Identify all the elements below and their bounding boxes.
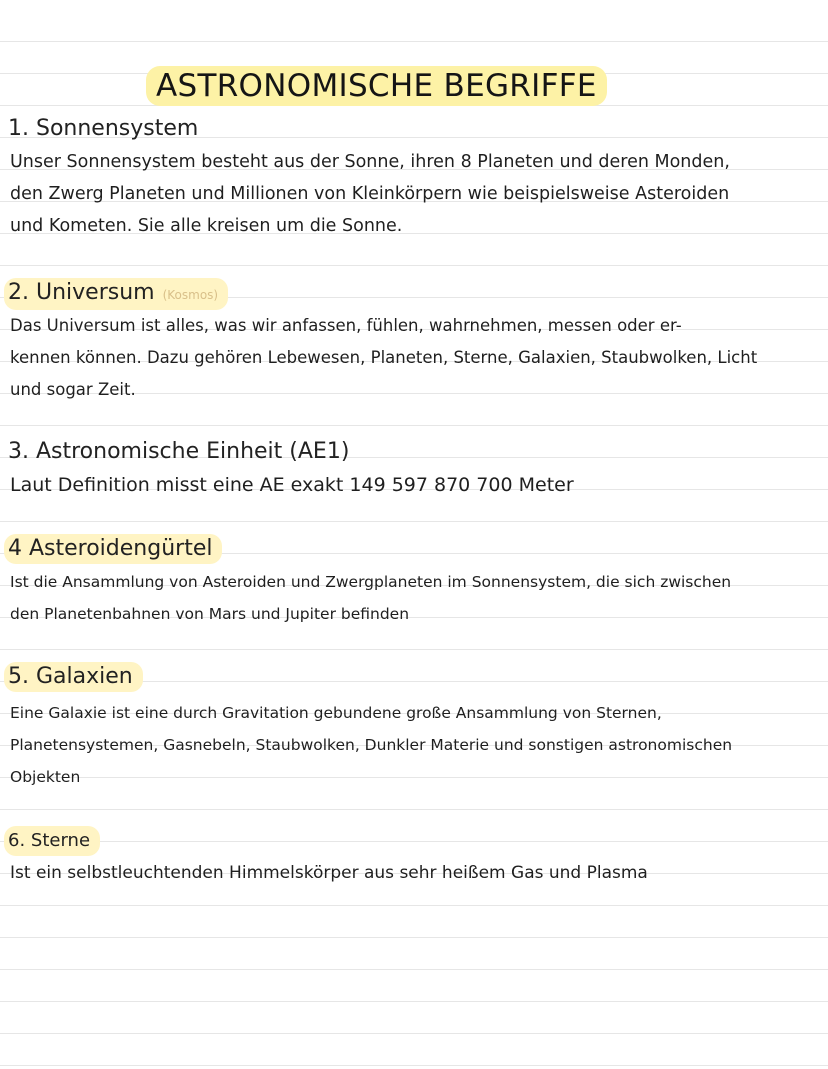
heading-note: (Kosmos) — [162, 288, 219, 302]
text-line: Planetensystemen, Gasnebeln, Staubwolken, Dunkler Materie und sonstigen astronomischen — [10, 736, 733, 754]
text-line: Ist die Ansammlung von Asteroiden und Zwergplaneten im Sonnensystem, die sich zwischen — [10, 573, 732, 591]
section-text-astronomische-einheit — [10, 469, 818, 501]
text-line: und Kometen. Sie alle kreisen um die Sonne. — [10, 216, 403, 236]
text-line: Objekten — [10, 768, 81, 786]
section-heading-galaxien: 5. Galaxien — [4, 662, 143, 692]
section-heading-universum — [4, 278, 228, 310]
text-line: Eine Galaxie ist eine durch Gravitation gebundene große Ansammlung von Sternen, — [10, 704, 662, 722]
section-text-universum — [10, 310, 818, 406]
section-heading-sonnensystem: 1. Sonnensystem — [8, 116, 199, 141]
heading-label: 2. Universum — [8, 280, 155, 305]
text-line: Ist ein selbstleuchtenden Himmelskörper aus sehr heißem Gas und Plasma — [10, 863, 648, 883]
section-heading-sterne: 6. Sterne — [4, 826, 100, 856]
section-text-sonnensystem — [10, 146, 818, 242]
text-line: Das Universum ist alles, was wir anfassen, fühlen, wahrnehmen, messen oder er- — [10, 316, 682, 335]
text-line: und sogar Zeit. — [10, 380, 136, 399]
text-line: Laut Definition misst eine AE exakt 149 597 870 700 Meter — [10, 474, 574, 496]
page-title: ASTRONOMISCHE BEGRIFFE — [146, 66, 607, 106]
text-line: kennen können. Dazu gehören Lebewesen, Planeten, Sterne, Galaxien, Staubwolken, Licht — [10, 348, 758, 367]
section-text-sterne — [10, 857, 818, 889]
section-text-galaxien — [10, 697, 818, 793]
section-heading-asteroidenguertel: 4 Asteroidengürtel — [4, 534, 222, 564]
text-line: den Zwerg Planeten und Millionen von Kleinkörpern wie beispielsweise Asteroiden — [10, 184, 730, 204]
text-line: Unser Sonnensystem besteht aus der Sonne, ihren 8 Planeten und deren Monden, — [10, 152, 730, 172]
section-heading-astronomische-einheit: 3. Astronomische Einheit (AE1) — [8, 439, 350, 464]
section-text-asteroidenguertel — [10, 566, 818, 630]
text-line: den Planetenbahnen von Mars und Jupiter befinden — [10, 605, 410, 623]
